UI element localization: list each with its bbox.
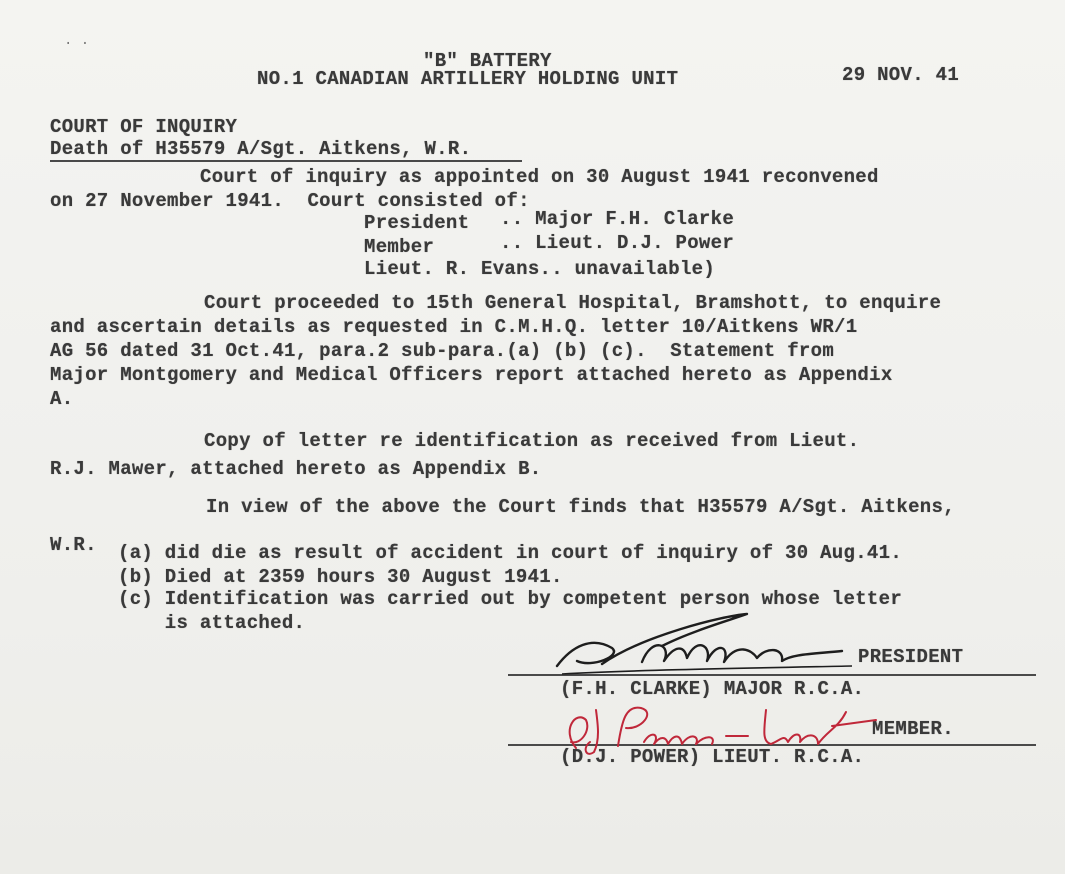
body-p4-line2: W.R.	[50, 534, 97, 556]
subject-underline	[50, 160, 522, 162]
margin-mark: · ·	[64, 36, 90, 52]
member-title: MEMBER.	[872, 718, 954, 740]
finding-item: (c) Identification was carried out by competent person whose letter	[118, 588, 903, 610]
body-p2-line: Court proceeded to 15th General Hospital, Bramshott, to enquire	[204, 292, 942, 314]
header-battery: "B" BATTERY	[423, 50, 552, 72]
subject-death: Death of H35579 A/Sgt. Aitkens, W.R.	[50, 138, 472, 160]
member-name: .. Major F.H. Clarke	[500, 208, 735, 230]
body-p3-line: Copy of letter re identification as received from Lieut.	[204, 430, 860, 452]
president-signature	[552, 606, 872, 686]
member-name: .. Lieut. D.J. Power	[500, 232, 735, 254]
finding-item: (a) did die as result of accident in court of inquiry of 30 Aug.41.	[118, 542, 903, 564]
president-title: PRESIDENT	[858, 646, 964, 668]
body-p3-line: R.J. Mawer, attached hereto as Appendix B.	[50, 458, 542, 480]
body-p2-line: AG 56 dated 31 Oct.41, para.2 sub-para.(a) (b) (c). Statement from	[50, 340, 835, 362]
body-p1-line2: on 27 November 1941. Court consisted of:	[50, 190, 530, 212]
member-name-typed: (D.J. POWER) LIEUT. R.C.A.	[560, 746, 865, 768]
member-role: President	[364, 212, 470, 234]
finding-item: is attached.	[118, 612, 306, 634]
member-unavailable: Lieut. R. Evans.. unavailable)	[364, 258, 716, 280]
member-role: Member	[364, 236, 435, 258]
body-p4-line1: In view of the above the Court finds that H35579 A/Sgt. Aitkens,	[206, 496, 955, 518]
subject-title: COURT OF INQUIRY	[50, 116, 238, 138]
header-unit: NO.1 CANADIAN ARTILLERY HOLDING UNIT	[257, 68, 679, 90]
member-signature	[556, 690, 896, 760]
finding-item: (b) Died at 2359 hours 30 August 1941.	[118, 566, 563, 588]
header-date: 29 NOV. 41	[842, 64, 960, 86]
body-p2-line: Major Montgomery and Medical Officers report attached hereto as Appendix	[50, 364, 893, 386]
body-p2-line: and ascertain details as requested in C.M.H.Q. letter 10/Aitkens WR/1	[50, 316, 858, 338]
body-p2-line: A.	[50, 388, 74, 410]
body-p1-line1: Court of inquiry as appointed on 30 August 1941 reconvened	[200, 166, 879, 188]
president-name: (F.H. CLARKE) MAJOR R.C.A.	[560, 678, 865, 700]
